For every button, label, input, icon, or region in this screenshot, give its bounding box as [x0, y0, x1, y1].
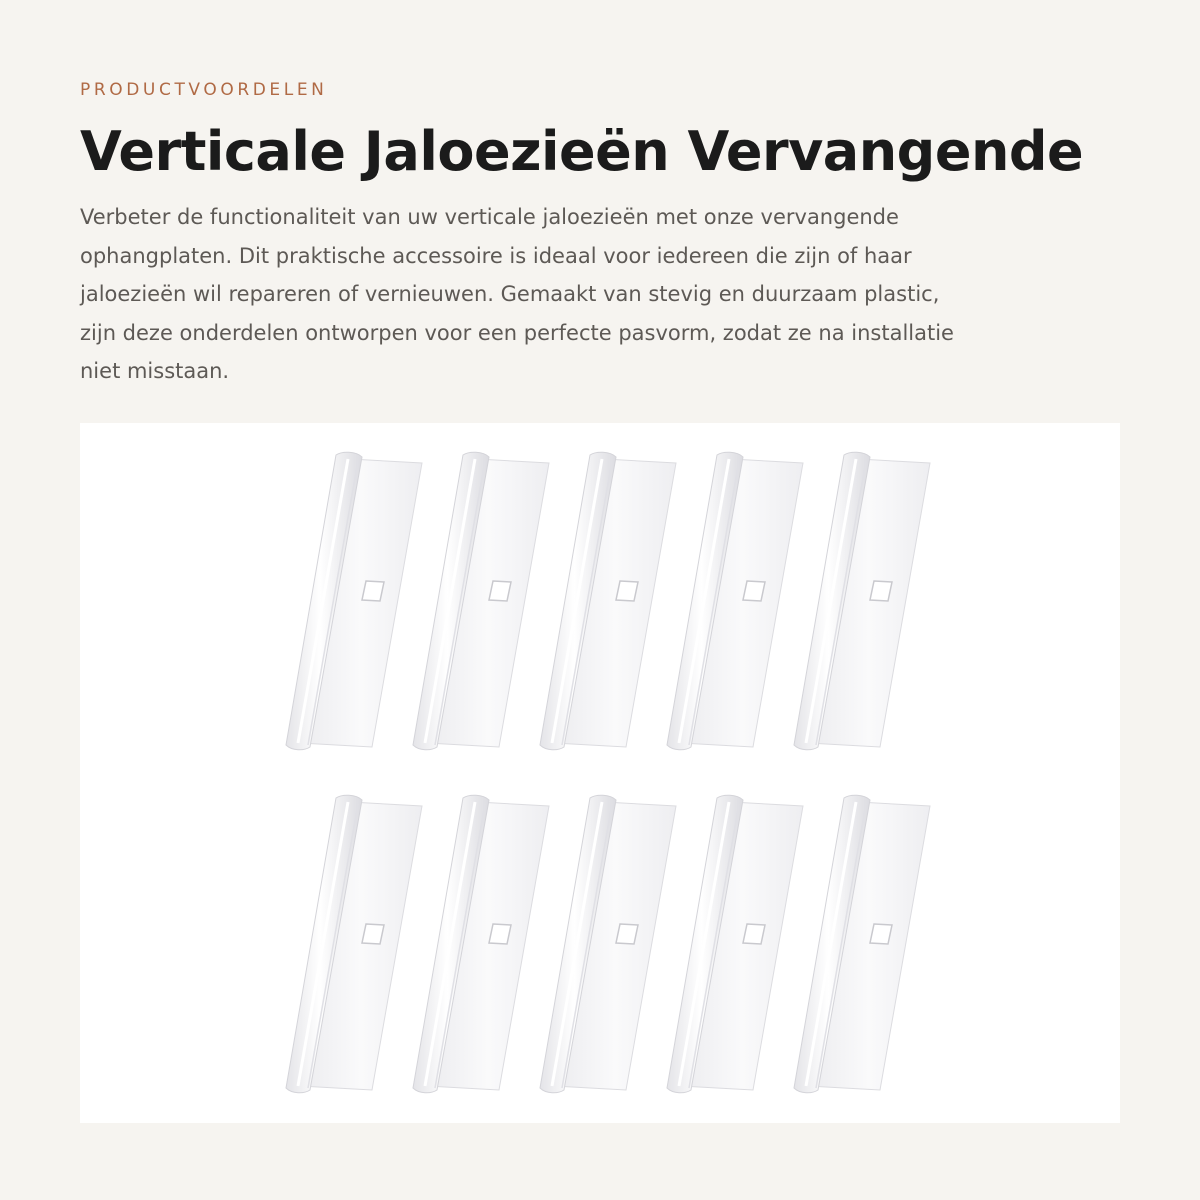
hanger-plate-icon [794, 452, 930, 750]
description-line: jaloezieën wil repareren of vernieuwen. Gemaakt van stevig en duurzaam plastic, [80, 282, 940, 306]
hanger-plate-icon [286, 795, 422, 1093]
hanger-plate-icon [540, 795, 676, 1093]
section-title: Verticale Jaloezieën Vervangende [80, 120, 1084, 183]
hanger-plate-icon [794, 795, 930, 1093]
hanger-plate-icon [413, 795, 549, 1093]
product-benefits-section [80, 0, 1120, 1200]
description-line: niet misstaan. [80, 359, 230, 383]
hanger-plate-icon [667, 452, 803, 750]
hanger-plates-illustration [80, 423, 1120, 1123]
product-image [80, 423, 1120, 1123]
description-line: Verbeter de functionaliteit van uw verticale jaloezieën met onze vervangende [80, 205, 899, 229]
section-description [80, 198, 1030, 391]
description-line: ophangplaten. Dit praktische accessoire is ideaal voor iedereen die zijn of haar [80, 243, 912, 268]
hanger-plate-icon [540, 452, 676, 750]
hanger-plate-icon [286, 452, 422, 750]
hanger-plate-icon [667, 795, 803, 1093]
section-eyebrow: PRODUCTVOORDELEN [80, 80, 328, 100]
hanger-plate-icon [413, 452, 549, 750]
description-line: zijn deze onderdelen ontworpen voor een perfecte pasvorm, zodat ze na installatie [80, 320, 954, 345]
